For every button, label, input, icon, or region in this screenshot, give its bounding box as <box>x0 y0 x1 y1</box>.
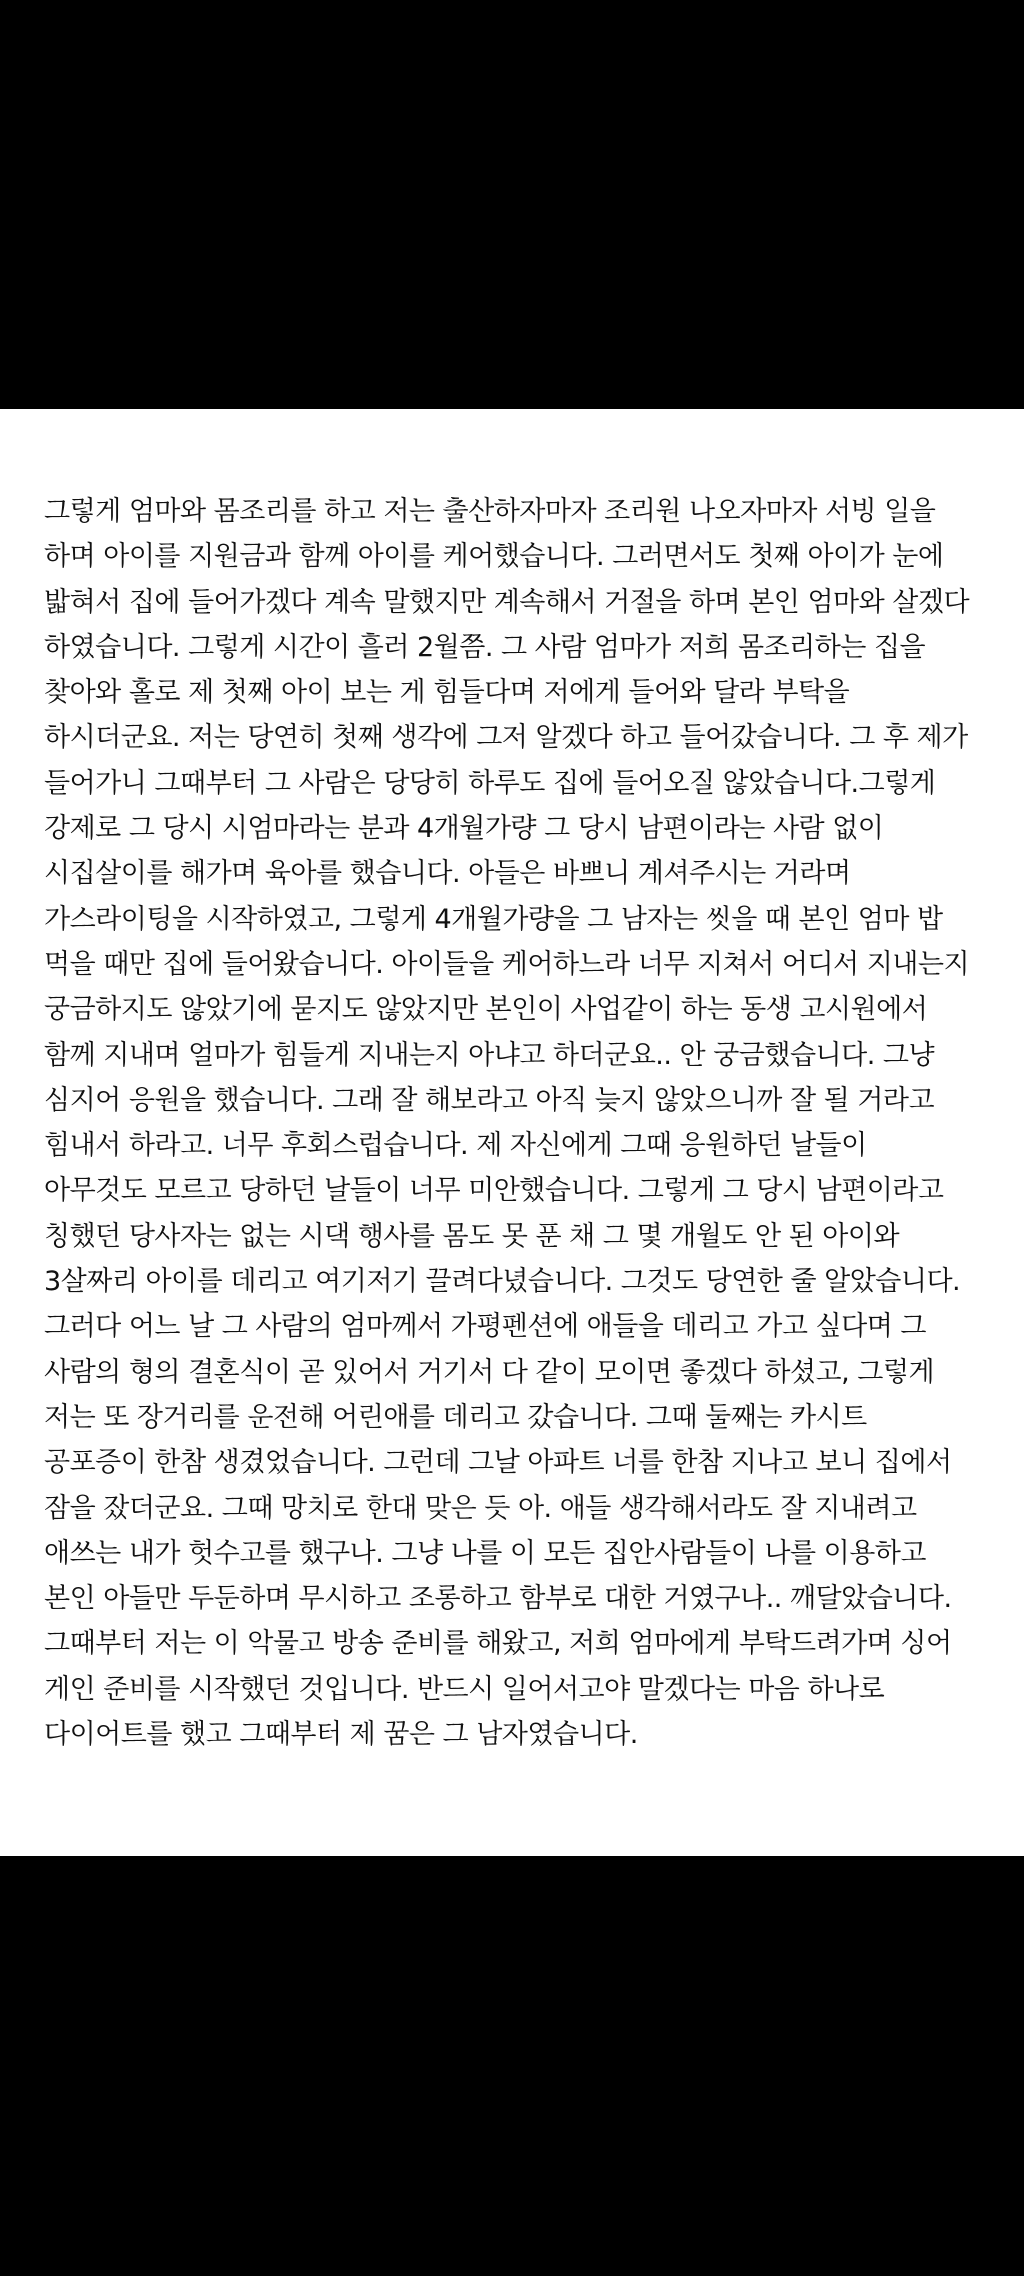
text-line: 사람의 형의 결혼식이 곧 있어서 거기서 다 같이 모이면 좋겠다 하셨고, 그렇게 <box>44 1356 935 1388</box>
text-line: 가스라이팅을 시작하였고, 그렇게 4개월가량을 그 남자는 씻을 때 본인 엄마 밥 <box>44 903 943 935</box>
text-line: 궁금하지도 않았기에 묻지도 않았지만 본인이 사업같이 하는 동생 고시원에서 <box>44 994 928 1026</box>
text-line: 그때부터 저는 이 악물고 방송 준비를 해왔고, 저희 엄마에게 부탁드려가며 싱어 <box>44 1628 952 1660</box>
text-line: 저는 또 장거리를 운전해 어린애를 데리고 갔습니다. 그때 둘째는 카시트 <box>44 1401 867 1433</box>
text-line: 힘내서 하라고. 너무 후회스럽습니다. 제 자신에게 그때 응원하던 날들이 <box>44 1130 867 1162</box>
text-line: 게인 준비를 시작했던 것입니다. 반드시 일어서고야 말겠다는 마음 하나로 <box>44 1673 885 1705</box>
text-line: 잠을 잤더군요. 그때 망치로 한대 맞은 듯 아. 애들 생각해서라도 잘 지내려고 <box>44 1492 917 1524</box>
text-line: 아무것도 모르고 당하던 날들이 너무 미안했습니다. 그렇게 그 당시 남편이라고 <box>44 1175 944 1207</box>
text-line: 다이어트를 했고 그때부터 제 꿈은 그 남자였습니다. <box>44 1719 638 1751</box>
text-line: 하시더군요. 저는 당연히 첫째 생각에 그저 알겠다 하고 들어갔습니다. 그 후 제가 <box>44 722 968 754</box>
text-line: 시집살이를 해가며 육아를 했습니다. 아들은 바쁘니 계셔주시는 거라며 <box>44 858 851 890</box>
text-line: 들어가니 그때부터 그 사람은 당당히 하루도 집에 들어오질 않았습니다.그렇게 <box>44 767 936 799</box>
text-line: 먹을 때만 집에 들어왔습니다. 아이들을 케어하느라 너무 지쳐서 어디서 지내는지 <box>44 948 970 980</box>
text-line: 공포증이 한참 생겼었습니다. 그런데 그날 아파트 너를 한참 지나고 보니 집에서 <box>44 1447 952 1479</box>
text-line: 3살짜리 아이를 데리고 여기저기 끌려다녔습니다. 그것도 당연한 줄 알았습니다. <box>44 1266 961 1298</box>
top-black-band <box>0 0 1024 409</box>
text-line: 그러다 어느 날 그 사람의 엄마께서 가평펜션에 애들을 데리고 가고 싶다며 그 <box>44 1311 926 1343</box>
story-text <box>44 489 1014 1757</box>
text-line: 그렇게 엄마와 몸조리를 하고 저는 출산하자마자 조리원 나오자마자 서빙 일을 <box>44 496 936 527</box>
text-line: 함께 지내며 얼마가 힘들게 지내는지 아냐고 하더군요.. 안 궁금했습니다. 그냥 <box>44 1039 935 1071</box>
text-line: 본인 아들만 두둔하며 무시하고 조롱하고 함부로 대한 거였구나.. 깨달았습니다. <box>44 1583 952 1615</box>
text-line: 심지어 응원을 했습니다. 그래 잘 해보라고 아직 늦지 않았으니까 잘 될 거라고 <box>44 1084 935 1116</box>
text-line: 하며 아이를 지원금과 함께 아이를 케어했습니다. 그러면서도 첫째 아이가 눈에 <box>44 541 944 573</box>
text-line: 애쓰는 내가 헛수고를 했구나. 그냥 나를 이 모든 집안사람들이 나를 이용하고 <box>44 1537 926 1569</box>
document-page <box>0 409 1024 1856</box>
text-line: 밟혀서 집에 들어가겠다 계속 말했지만 계속해서 거절을 하며 본인 엄마와 살겠다 <box>44 586 970 618</box>
text-line: 칭했던 당사자는 없는 시댁 행사를 몸도 못 푼 채 그 몇 개월도 안 된 아이와 <box>44 1220 900 1252</box>
text-line: 찾아와 홀로 제 첫째 아이 보는 게 힘들다며 저에게 들어와 달라 부탁을 <box>44 677 850 709</box>
text-line: 하였습니다. 그렇게 시간이 흘러 2월쯤. 그 사람 엄마가 저희 몸조리하는 집을 <box>44 631 926 663</box>
bottom-black-band <box>0 1856 1024 2276</box>
text-line: 강제로 그 당시 시엄마라는 분과 4개월가량 그 당시 남편이라는 사람 없이 <box>44 813 884 845</box>
